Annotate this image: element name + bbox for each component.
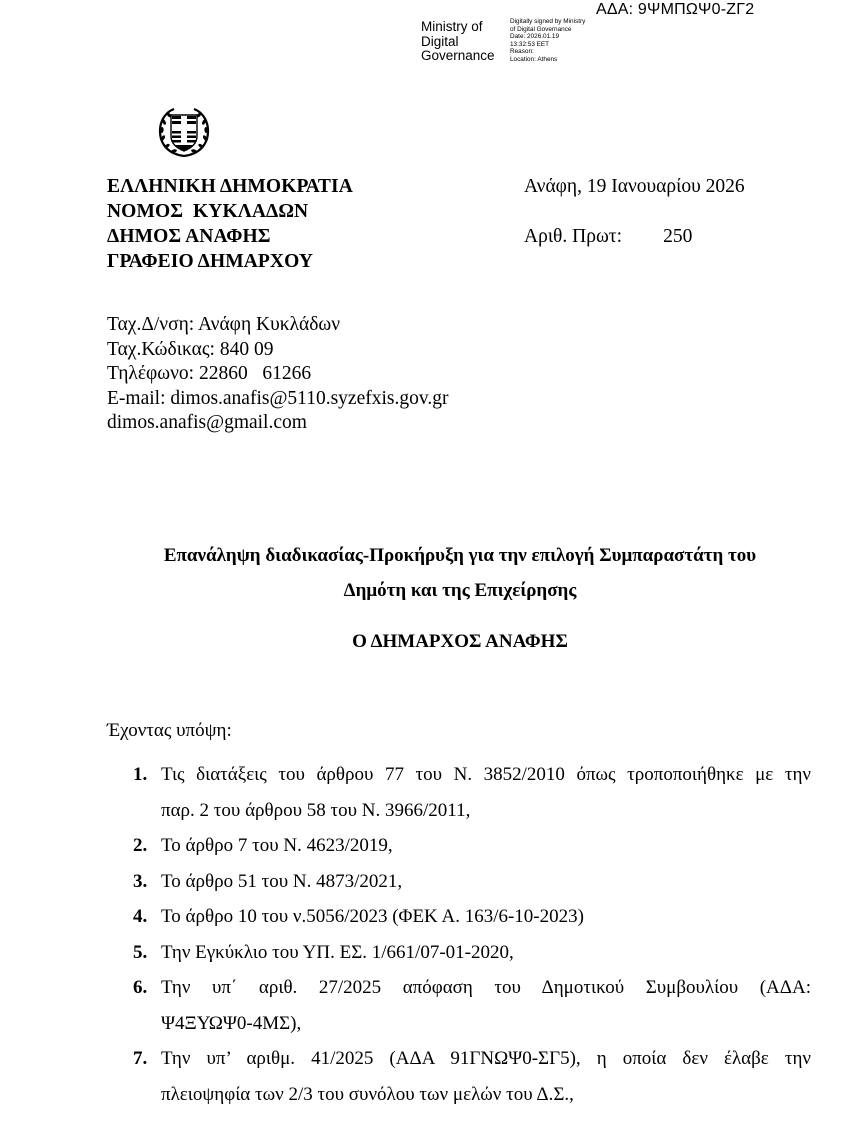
- item-text-line: Ψ4ΞΥΩΨ0-4ΜΣ),: [161, 1012, 302, 1034]
- postal-code: Ταχ.Κώδικας: 840 09: [107, 338, 274, 360]
- list-item: [133, 899, 811, 935]
- list-item: [133, 935, 811, 971]
- item-number: 4.: [133, 906, 148, 927]
- protocol-label: Αριθ. Πρωτ:: [524, 226, 623, 247]
- item-text-line: παρ. 2 του άρθρου 58 του Ν. 3966/2011,: [161, 799, 471, 821]
- document-title: [90, 538, 830, 608]
- item-number: 2.: [133, 835, 148, 856]
- item-text-line: Την υπ’ αριθμ. 41/2025 (ΑΔΑ 91ΓΝΩΨ0-ΣΓ5), η οποία δεν έλαβε την: [161, 1048, 811, 1069]
- contact-details: [107, 313, 448, 436]
- signature-detail-line: Location: Athens: [510, 55, 558, 63]
- item-number: 1.: [133, 764, 148, 785]
- signer-line: Digital: [421, 33, 459, 49]
- greek-coat-of-arms-icon: [156, 104, 212, 160]
- item-text-line: Τις διατάξεις του άρθρου 77 του Ν. 3852/2010 όπως τροποποιήθηκε με την: [161, 764, 811, 785]
- item-text-line: πλειοψηφία των 2/3 του συνόλου των μελών του Δ.Σ.,: [161, 1083, 574, 1105]
- title-line: Δημότη και της Επιχείρησης: [343, 580, 577, 601]
- list-item: [133, 828, 811, 864]
- title-line: Επανάληψη διαδικασίας-Προκήρυξη για την επιλογή Συμπαραστάτη του: [163, 545, 757, 566]
- phone-number: Τηλέφωνο: 22860 61266: [107, 363, 312, 384]
- email-address-alt: dimos.anafis@gmail.com: [107, 412, 307, 433]
- email-address: E-mail: dimos.anafis@5110.syzefxis.gov.gr: [107, 387, 449, 409]
- signature-detail-line: Date: 2026.01.19: [510, 33, 560, 41]
- item-text-line: Την Εγκύκλιο του ΥΠ. ΕΣ. 1/661/07-01-2020,: [161, 941, 514, 963]
- signer-line: Ministry of: [421, 19, 483, 34]
- mayor-heading: Ο ΔΗΜΑΡΧΟΣ ΑΝΑΦΗΣ: [352, 631, 568, 652]
- digital-signature-details: [510, 18, 585, 64]
- ada-code: ΑΔΑ: 9ΨΜΠΩΨ0-ΖΓ2: [596, 1, 755, 18]
- signer-line: Governance: [421, 48, 495, 63]
- list-item: [133, 1041, 811, 1112]
- authority-line: ΓΡΑΦΕΙΟ ΔΗΜΑΡΧΟΥ: [107, 251, 314, 272]
- item-number: 5.: [133, 941, 148, 963]
- item-number: 7.: [133, 1048, 148, 1069]
- list-item: [133, 864, 811, 900]
- document-date: Ανάφη, 19 Ιανουαρίου 2026: [524, 176, 745, 197]
- signature-detail-line: Digitally signed by Ministry: [510, 18, 586, 25]
- postal-address: Ταχ.Δ/νση: Ανάφη Κυκλάδων: [107, 314, 341, 335]
- considerations-intro: Έχοντας υπόψη:: [107, 720, 232, 741]
- protocol-number: 250: [663, 226, 693, 247]
- item-text-line: Το άρθρο 51 του Ν. 4873/2021,: [161, 870, 403, 892]
- issuing-authority: [107, 174, 353, 274]
- digital-signer-name: [421, 20, 495, 64]
- signature-detail-line: 13:32:53 EET: [510, 40, 550, 48]
- item-number: 6.: [133, 977, 148, 998]
- item-number: 3.: [133, 870, 148, 892]
- list-item: [133, 970, 811, 1041]
- authority-line: ΔΗΜΟΣ ΑΝΑΦΗΣ: [107, 226, 271, 247]
- item-text-line: Το άρθρο 10 του ν.5056/2023 (ΦΕΚ Α. 163/6-10-2023): [161, 906, 584, 927]
- signature-detail-line: of Digital Governance: [510, 25, 572, 33]
- protocol-number-row: [524, 224, 692, 249]
- authority-line: ΕΛΛΗΝΙΚΗ ΔΗΜΟΚΡΑΤΙΑ: [107, 176, 353, 197]
- item-text-line: Την υπ΄ αριθ. 27/2025 απόφαση του Δημοτικού Συμβουλίου (ΑΔΑ:: [161, 977, 811, 998]
- signature-detail-line: Reason:: [510, 48, 534, 56]
- authority-line: ΝΟΜΟΣ ΚΥΚΛΑΔΩΝ: [107, 201, 309, 222]
- item-text-line: Το άρθρο 7 του Ν. 4623/2019,: [161, 835, 393, 856]
- considerations-list: [133, 757, 811, 1112]
- list-item: [133, 757, 811, 828]
